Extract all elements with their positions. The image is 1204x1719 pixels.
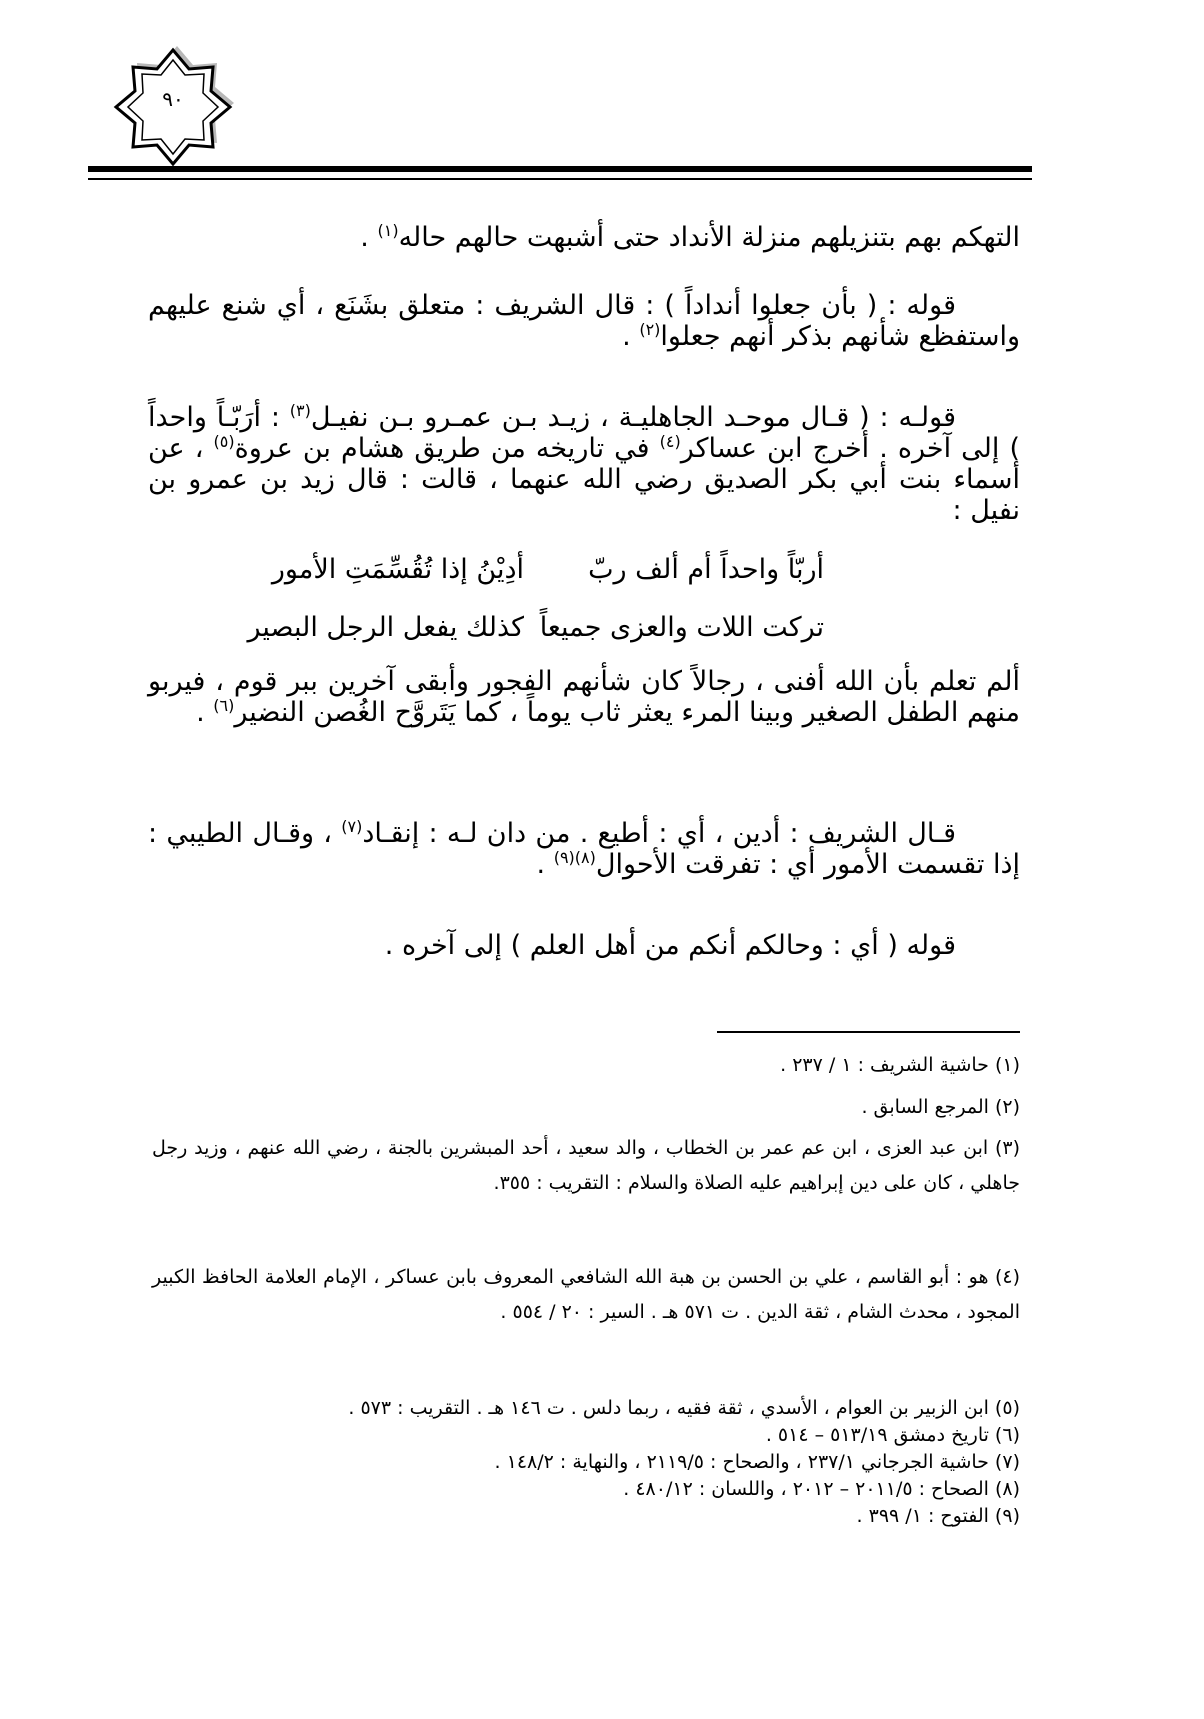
page-number-badge bbox=[110, 44, 236, 170]
footnote-2: (٢) المرجع السابق . bbox=[861, 1096, 1020, 1118]
footnote-ref-1: (١) bbox=[377, 221, 399, 240]
header-rule-thick bbox=[88, 166, 1032, 172]
footnote-1: (١) حاشية الشريف : ١ / ٢٣٧ . bbox=[780, 1054, 1020, 1076]
footnote-7: (٧) حاشية الجرجاني ٢٣٧/١ ، والصحاح : ٢١١٩/٥ ، والنهاية : ١٤٨/٢ . bbox=[494, 1451, 1020, 1473]
footnote-separator bbox=[717, 1031, 1020, 1033]
footnote-6: (٦) تاريخ دمشق ٥١٣/١٩ – ٥١٤ . bbox=[765, 1424, 1020, 1446]
footnote-ref-8-9: (٨)(٩) bbox=[553, 848, 596, 867]
paragraph-5: قـال الشريف : أدين ، أي : أطيع . من دان لـه : إنقـاد$^{(٧)}$ ، وقـال الطيبي : إذا تقسمت الأمور أي : تفرقت الأحوال$^{(٨)(٩)}$ . bbox=[148, 817, 1020, 880]
footnote-5: (٥) ابن الزبير بن العوام ، الأسدي ، ثقة فقيه ، ربما دلس . ت ١٤٦ هـ . التقريب : ٥٧٣ . bbox=[348, 1397, 1020, 1419]
verse-2-left: كذلك يفعل الرجل البصير bbox=[247, 612, 524, 643]
paragraph-4: ألم تعلم بأن الله أفنى ، رجالاً كان شأنهم الفجور وأبقى آخرين ببر قوم ، فيربو منهم الطفل الصغير وبينا المرء يعثر ثاب يوماً ، كما يَتَروَّح الغُصن النضير$^{(٦)}$ . bbox=[148, 666, 1020, 728]
footnote-3: (٣) ابن عبد العزى ، ابن عم عمر بن الخطاب ، والد سعيد ، أحد المبشرين بالجنة ، رضي الله عنهم ، وزيد رجل جاهلي ، كان على دين إبراهيم عليه الصلاة والسلام : التقريب : ٣٥٥. bbox=[152, 1137, 1020, 1194]
paragraph-6: قوله ( أي : وحالكم أنكم من أهل العلم ) إلى آخره . bbox=[384, 930, 956, 961]
footnote-9: (٩) الفتوح : ١/ ٣٩٩ . bbox=[856, 1505, 1020, 1527]
footnote-4: (٤) هو : أبو القاسم ، علي بن الحسن بن هبة الله الشافعي المعروف بابن عساكر ، الإمام العلامة الحافظ الكبير المجود ، محدث الشام ، ثقة الدين . ت ٥٧١ هـ . السير : ٢٠ / ٥٥٤ . bbox=[152, 1266, 1020, 1323]
paragraph-2: قوله : ( بأن جعلوا أنداداً ) : قال الشريف : متعلق بشَنَع ، أي شنع عليهم واستفظع شأنهم بذكر أنهم جعلوا$^{(٢)}$ . bbox=[148, 290, 1020, 352]
header-rule-thin bbox=[88, 178, 1032, 180]
paragraph-3: قولـه : ( قـال موحـد الجاهليـة ، زيـد بـن عمـرو بـن نفيـل$^{(٣)}$ : أرَبّـاً واحداً ) إلى آخره . أخرج ابن عساكر$^{(٤)}$ في تاريخه من طريق هشام بن عروة$^{(٥)}$ ، عن أسماء بنت أبي بكر الصديق رضي الله عنهما ، قالت : قال زيد بن عمرو بن نفيل : bbox=[148, 401, 1020, 526]
footnote-8: (٨) الصحاح : ٢٠١١/٥ – ٢٠١٢ ، واللسان : ٤٨٠/١٢ . bbox=[623, 1478, 1020, 1500]
footnote-ref-6: (٦) bbox=[213, 696, 235, 715]
paragraph-1: التهكم بهم بتنزيلهم منزلة الأنداد حتى أشبهت حالهم حاله$^{(١)}$ . bbox=[360, 221, 1020, 253]
footnote-ref-4: (٤) bbox=[659, 432, 681, 451]
footnote-ref-2: (٢) bbox=[639, 320, 661, 339]
footnote-ref-5: (٥) bbox=[213, 432, 235, 451]
verse-2-right: تركت اللات والعزى جميعاً bbox=[539, 612, 824, 643]
verse-1-left: أدِيْنُ إذا تُقُسِّمَتِ الأمور bbox=[271, 554, 524, 585]
verse-1-right: أربّاً واحداً أم ألف ربّ bbox=[588, 554, 824, 585]
footnote-ref-7: (٧) bbox=[341, 817, 363, 836]
footnote-ref-3: (٣) bbox=[289, 401, 311, 420]
page-number: ٩٠ bbox=[162, 87, 184, 111]
